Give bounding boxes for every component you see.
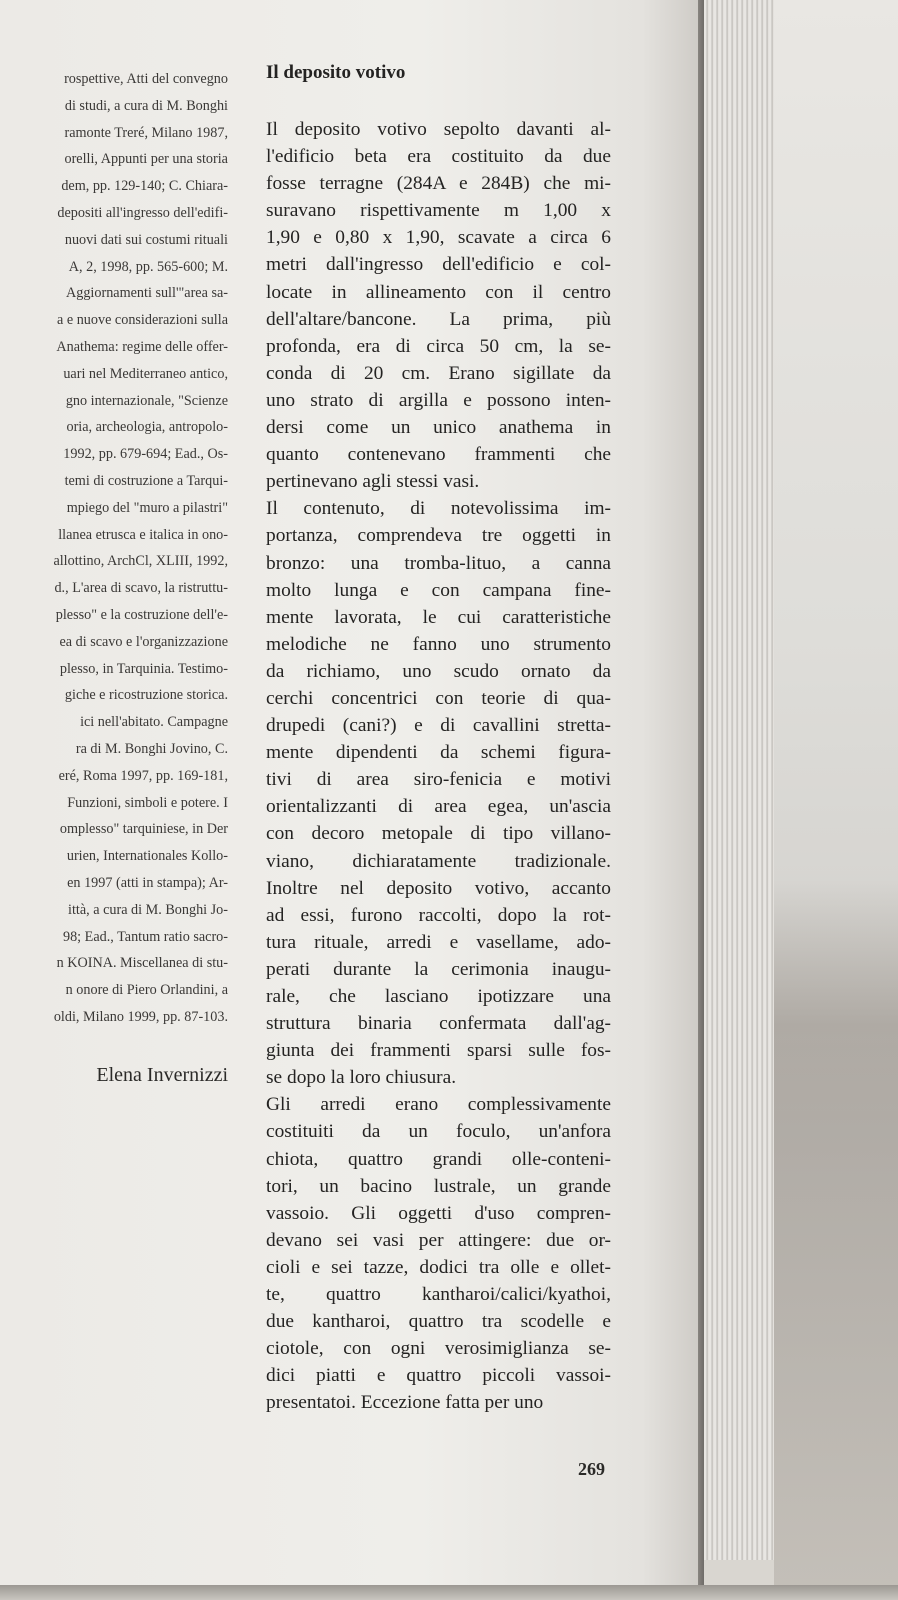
note-line: ici nell'abitato. Campagne — [80, 714, 228, 731]
body-line: te, quattro kantharoi/calici/kyathoi, — [266, 1284, 611, 1306]
body-line: rale, che lasciano ipotizzare una — [266, 986, 611, 1007]
body-line: dersi come un unico anathema in — [266, 417, 611, 439]
note-line: ra di M. Bonghi Jovino, C. — [75, 740, 228, 757]
body-line: Il deposito votivo sepolto davanti al- — [266, 119, 611, 140]
body-line: Il contenuto, di notevolissima im- — [266, 498, 611, 520]
note-line: temi di costruzione a Tarqui- — [64, 472, 228, 489]
body-line: struttura binaria confermata dall'ag- — [266, 1013, 611, 1035]
body-line: Inoltre nel deposito votivo, accanto — [266, 877, 611, 899]
body-line: suravano rispettivamente m 1,00 x — [266, 200, 611, 222]
body-line: melodiche ne fanno uno strumento — [266, 633, 611, 655]
note-line: ittà, a cura di M. Bonghi Jo- — [68, 901, 228, 918]
note-line: Anathema: regime delle offer- — [56, 338, 228, 355]
body-line: uno strato di argilla e possono inten- — [266, 389, 611, 411]
body-line: cioli e sei tazze, dodici tra olle e ollet- — [266, 1256, 611, 1278]
body-line: Gli arredi erano complessivamente — [266, 1094, 611, 1116]
note-line: nuovi dati sui costumi rituali — [64, 231, 228, 248]
body-line: dell'altare/bancone. La prima, più — [266, 308, 611, 330]
body-line: viano, dichiaratamente tradizionale. — [266, 850, 611, 872]
body-line: con decoro metopale di tipo villano- — [266, 823, 611, 845]
note-line: n onore di Piero Orlandini, a — [65, 982, 228, 999]
body-line: profonda, era di circa 50 cm, la se- — [266, 335, 611, 357]
body-line: chiota, quattro grandi olle-conteni- — [266, 1148, 611, 1170]
note-line: rospettive, Atti del convegno — [64, 71, 228, 87]
page-bottom-edge — [0, 1585, 898, 1600]
body-line: ad essi, furono raccolti, dopo la rot- — [266, 904, 611, 926]
body-line: conda di 20 cm. Erano sigillate da — [266, 362, 611, 384]
body-text — [266, 116, 611, 1417]
author-signature: Elena Invernizzi — [96, 1064, 228, 1086]
body-line: tori, un bacino lustrale, un grande — [266, 1175, 611, 1197]
note-line: Aggiornamenti sull'"area sa- — [66, 285, 228, 302]
body-line: orientalizzanti di area egea, un'ascia — [266, 796, 611, 818]
note-line: oria, archeologia, antropolo- — [66, 419, 228, 436]
note-line: dem, pp. 129-140; C. Chiara- — [61, 178, 228, 195]
body-line: cerchi concentrici con teorie di qua- — [266, 687, 611, 709]
note-line: giche e ricostruzione storica. — [64, 687, 228, 704]
left-column-notes — [0, 66, 228, 1031]
note-line: oldi, Milano 1999, pp. 87-103. — [53, 1008, 228, 1025]
page-number: 269 — [578, 1459, 605, 1479]
note-line: ramonte Treré, Milano 1987, — [64, 124, 228, 141]
note-line: allottino, ArchCl, XLIII, 1992, — [53, 553, 228, 570]
note-line: llanea etrusca e italica in ono- — [58, 526, 228, 543]
note-line: orelli, Appunti per una storia — [64, 151, 228, 168]
note-line: di studi, a cura di M. Bonghi — [64, 97, 228, 114]
body-line: dici piatti e quattro piccoli vassoi- — [266, 1365, 611, 1387]
body-line: costituiti da un foculo, un'anfora — [266, 1121, 611, 1143]
note-line: n KOINA. Miscellanea di stu- — [56, 955, 228, 972]
body-line: devano sei vasi per attingere: due or- — [266, 1229, 611, 1251]
note-line: depositi all'ingresso dell'edifi- — [57, 204, 228, 221]
note-line: gno internazionale, "Scienze — [65, 392, 228, 409]
note-line: omplesso" tarquiniese, in Der — [59, 821, 228, 838]
body-line: 1,90 e 0,80 x 1,90, scavate a circa 6 — [266, 227, 611, 249]
body-line: ciotole, con ogni verosimiglianza se- — [266, 1338, 611, 1360]
note-line: en 1997 (atti in stampa); Ar- — [67, 874, 228, 891]
body-line: fosse terragne (284A e 284B) che mi- — [266, 173, 611, 195]
main-column — [266, 62, 611, 1417]
note-line: Funzioni, simboli e potere. I — [67, 794, 228, 811]
note-line: mpiego del "muro a pilastri" — [66, 499, 228, 516]
page-edges — [704, 0, 774, 1560]
body-line: quanto contenevano frammenti che — [266, 444, 611, 466]
note-line: urien, Internationales Kollo- — [66, 848, 228, 865]
section-title: Il deposito votivo — [266, 62, 406, 83]
body-line: presentatoi. Eccezione fatta per uno — [266, 1392, 544, 1414]
body-line: locate in allineamento con il centro — [266, 281, 611, 303]
body-line: mente dipendenti da schemi figura- — [266, 742, 611, 764]
body-line: vassoio. Gli oggetti d'uso compren- — [266, 1202, 611, 1224]
note-line: 1992, pp. 679-694; Ead., Os- — [63, 446, 228, 463]
body-line: due kantharoi, quattro tra scodelle e — [266, 1311, 611, 1333]
body-line: se dopo la loro chiusura. — [266, 1067, 457, 1089]
body-line: da richiamo, uno scudo ornato da — [266, 660, 611, 682]
note-line: plesso, in Tarquinia. Testimo- — [59, 660, 228, 677]
note-line: plesso" e la costruzione dell'e- — [55, 606, 228, 623]
body-line: perati durante la cerimonia inaugu- — [266, 958, 611, 980]
body-line: bronzo: una tromba-lituo, a canna — [266, 552, 611, 574]
body-line: mente lavorata, le cui caratteristiche — [266, 606, 611, 628]
note-line: uari nel Mediterraneo antico, — [63, 365, 228, 382]
body-line: metri dall'ingresso dell'edificio e col- — [266, 254, 611, 276]
note-line: A, 2, 1998, pp. 565-600; M. — [68, 258, 228, 275]
body-line: pertinevano agli stessi vasi. — [266, 471, 480, 493]
body-line: drupedi (cani?) e di cavallini stretta- — [266, 715, 611, 737]
note-line: 98; Ead., Tantum ratio sacro- — [62, 928, 228, 945]
note-line: ea di scavo e l'organizzazione — [59, 633, 228, 650]
body-line: tura rituale, arredi e vasellame, ado- — [266, 931, 611, 953]
body-line: portanza, comprendeva tre oggetti in — [266, 525, 611, 547]
note-line: eré, Roma 1997, pp. 169-181, — [58, 767, 228, 784]
note-line: a e nuove considerazioni sulla — [57, 312, 228, 329]
body-line: giunta dei frammenti sparsi sulle fos- — [266, 1040, 611, 1062]
body-line: tivi di area siro-fenicia e motivi — [266, 769, 611, 791]
hand-shadow — [774, 880, 898, 1600]
note-line: d., L'area di scavo, la ristruttu- — [54, 580, 228, 597]
body-line: l'edificio beta era costituito da due — [266, 146, 611, 168]
body-line: molto lunga e con campana fine- — [266, 579, 611, 601]
